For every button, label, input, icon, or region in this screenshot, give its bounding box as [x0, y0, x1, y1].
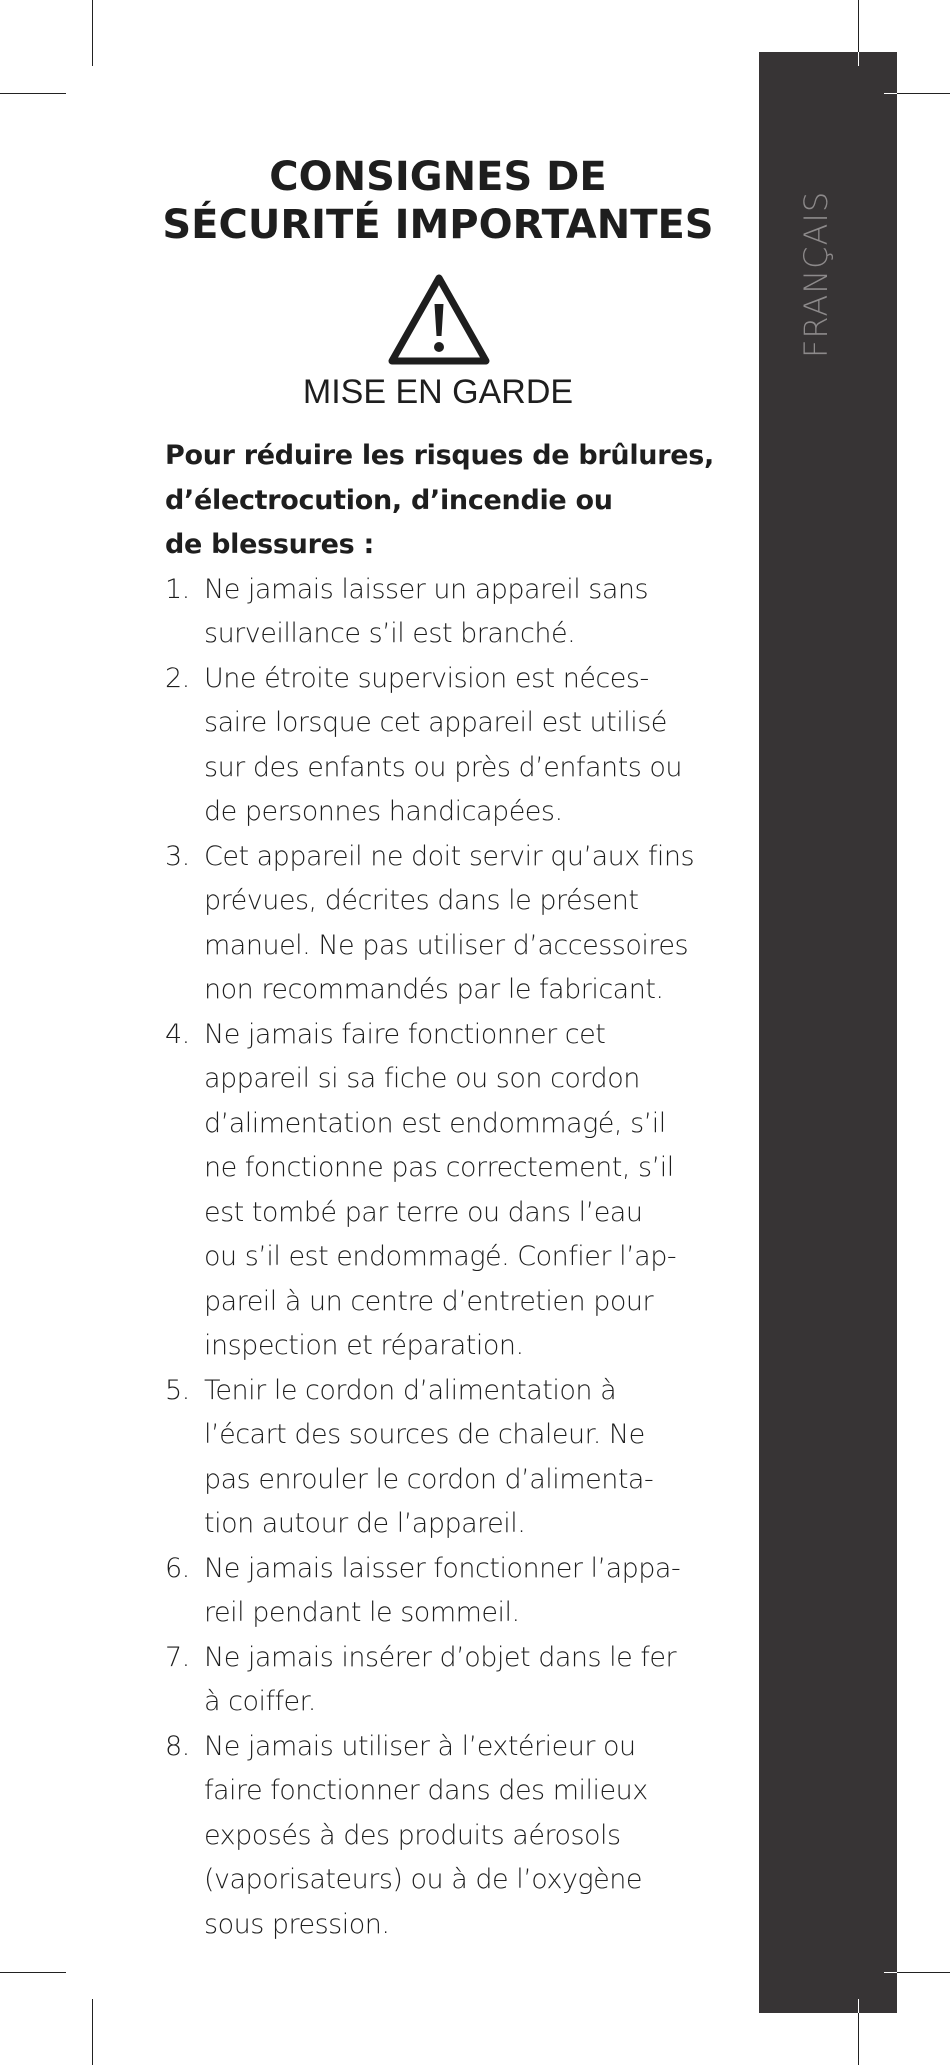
intro-line: de blessures : — [165, 529, 374, 560]
item-line: inspection et réparation. — [204, 1330, 524, 1361]
item-line: faire fonctionner dans des milieux — [204, 1775, 648, 1806]
item-line: non recommandés par le fabricant. — [204, 974, 664, 1005]
item-line: à coiffer. — [204, 1686, 316, 1717]
list-item — [165, 1725, 725, 1948]
item-number: 4. — [165, 1018, 190, 1050]
list-item — [165, 657, 725, 835]
crop-mark — [0, 1972, 66, 1973]
safety-instructions — [165, 434, 725, 1947]
item-line: sur des enfants ou près d’enfants ou — [204, 751, 682, 783]
item-line: l’écart des sources de chaleur. Ne — [204, 1419, 645, 1450]
item-number: 3. — [165, 840, 190, 872]
item-line: saire lorsque cet appareil est utilisé — [204, 707, 667, 738]
warning-triangle-icon — [386, 272, 492, 368]
item-number: 1. — [165, 573, 190, 605]
item-line: Ne jamais insérer d’objet dans le fer — [204, 1641, 677, 1673]
item-line: Ne jamais faire fonctionner cet — [204, 1018, 606, 1050]
crop-mark — [884, 93, 897, 94]
item-number: 2. — [165, 662, 190, 694]
item-line: pareil à un centre d’entretien pour — [204, 1285, 654, 1317]
item-line: tion autour de l’appareil. — [204, 1508, 526, 1539]
title-line: SÉCURITÉ IMPORTANTES — [162, 202, 714, 248]
crop-mark — [92, 1999, 93, 2065]
crop-mark — [858, 52, 859, 66]
crop-mark — [884, 1972, 897, 1973]
page-title — [150, 153, 726, 249]
item-line: de personnes handicapées. — [204, 796, 563, 827]
intro-paragraph — [165, 434, 725, 568]
item-line: est tombé par terre ou dans l’eau — [204, 1196, 643, 1228]
item-line: sous pression. — [204, 1908, 390, 1940]
title-line: CONSIGNES DE — [269, 154, 607, 200]
item-line: ou s’il est endommagé. Confier l’ap- — [204, 1241, 677, 1272]
crop-mark — [0, 93, 66, 94]
item-line: Cet appareil ne doit servir qu’aux fins — [204, 840, 695, 872]
list-item — [165, 1013, 725, 1369]
item-number: 6. — [165, 1552, 190, 1584]
item-line: (vaporisateurs) ou à de l’oxygène — [204, 1864, 642, 1895]
item-line: d’alimentation est endommagé, s’il — [204, 1107, 666, 1139]
language-label: FRANÇAIS — [797, 190, 835, 358]
item-line: Une étroite supervision est néces- — [204, 662, 649, 694]
item-number: 7. — [165, 1641, 190, 1673]
item-line: reil pendant le sommeil. — [204, 1597, 520, 1628]
item-line: ne fonctionne pas correctement, s’il — [204, 1152, 674, 1183]
intro-line: d’électrocution, d’incendie ou — [165, 484, 613, 516]
item-number: 8. — [165, 1730, 190, 1762]
crop-mark — [858, 1999, 859, 2013]
item-line: pas enrouler le cordon d’alimenta- — [204, 1463, 654, 1495]
item-line: prévues, décrites dans le présent — [204, 885, 639, 916]
item-line: Ne jamais utiliser à l’extérieur ou — [204, 1730, 636, 1762]
item-line: manuel. Ne pas utiliser d’accessoires — [204, 929, 689, 961]
item-line: appareil si sa fiche ou son cordon — [204, 1063, 640, 1094]
warning-heading: MISE EN GARDE — [302, 373, 574, 411]
list-item — [165, 1636, 725, 1725]
item-line: Ne jamais laisser un appareil sans — [204, 573, 649, 605]
list-item — [165, 835, 725, 1013]
item-line: exposés à des produits aérosols — [204, 1819, 621, 1851]
item-line: surveillance s’il est branché. — [204, 618, 576, 649]
crop-mark — [92, 0, 93, 66]
list-item — [165, 1547, 725, 1636]
list-item — [165, 1369, 725, 1547]
item-number: 5. — [165, 1374, 190, 1406]
intro-line: Pour réduire les risques de brûlures, — [165, 440, 714, 471]
item-line: Tenir le cordon d’alimentation à — [204, 1374, 617, 1406]
list-item — [165, 568, 725, 657]
item-line: Ne jamais laisser fonctionner l’appa- — [204, 1552, 681, 1584]
